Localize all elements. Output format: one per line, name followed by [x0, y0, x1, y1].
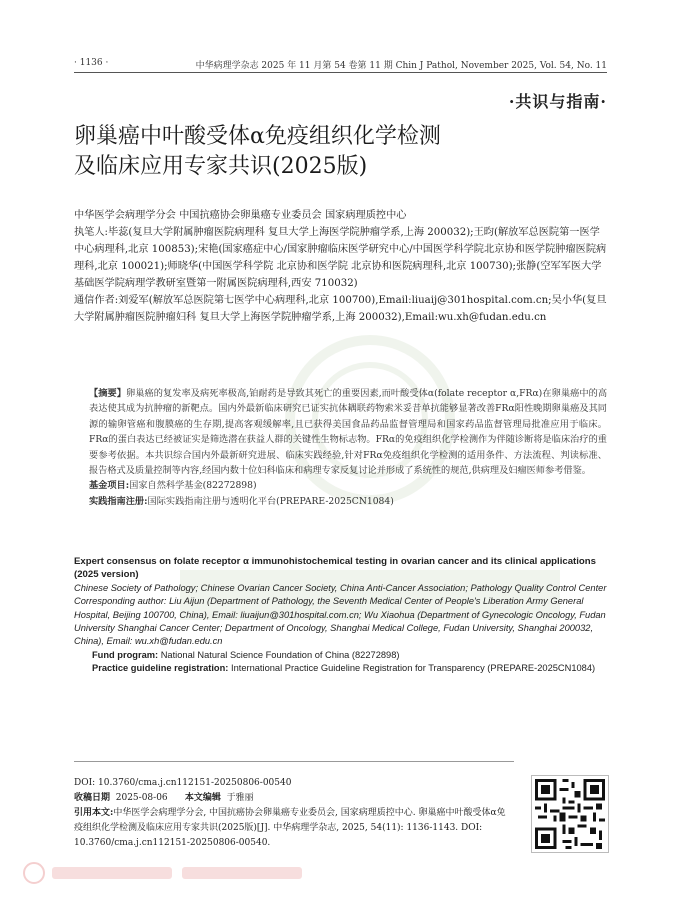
fund-text: 国家自然科学基金(82272898) — [129, 480, 257, 492]
qr-code-icon[interactable] — [531, 775, 609, 853]
footer-info — [74, 776, 514, 851]
abstract-text: 卵巢癌的复发率及病死率极高,铂耐药是导致其死亡的重要因素,而叶酸受体α(folate receptor α,FRα)在卵巢癌中的高表达使其成为抗肿瘤的新靶点。国内外最新临床研究已证实抗体耦联药物索米妥昔单抗能够显著改善FRα阳性晚期卵巢癌及其同源的输卵管癌和腹膜癌的生存期,提高客观缓解率,且已获得美国食品药品监督管理局和国家药品监督管理局批准应用于临床。FRα的蛋白表达已经被证实是筛选潜在获益人群的关键性生物标志物。FRα的免疫组织化学检测作为伴随诊断将是临床治疗的重要参考依据。本共识综合国内外最新研究进展、临床实践经验,针对FRα免疫组织化学检测的适用条件、方法流程、判读标准、报告格式及质量控制等内容,经国内数十位妇科临床和病理专家反复讨论并形成了系统性的规范,供病理及妇瘤医师参考借鉴。 — [89, 388, 608, 477]
header-rule — [74, 72, 607, 73]
citation-label: 引用本文: — [74, 808, 114, 818]
doi-line: DOI: 10.3760/cma.j.cn112151-20250806-00540 — [74, 778, 292, 788]
author-block — [74, 207, 607, 326]
received-date: 2025-08-06 — [115, 793, 168, 803]
english-registration-text: International Practice Guideline Registration for Transparency (PREPARE-2025CN1084) — [230, 663, 596, 674]
journal-header: 中华病理学杂志 2025 年 11 月第 54 卷第 11 期 Chin J Pathol, November 2025, Vol. 54, No. 11 — [195, 61, 607, 71]
organizations: 中华医学会病理学分会 中国抗癌协会卵巢癌专业委员会 国家病理质控中心 — [74, 210, 407, 221]
correspondence: 通信作者:刘爱军(解放军总医院第七医学中心病理科,北京 100700),Email:liuaij@301hospital.com.cn;吴小华(复旦大学附属肿瘤医院肿瘤妇科 复旦大学上海医学院肿瘤学系,上海 200032),Email:wu.xh@fudan.edu.cn — [74, 295, 607, 323]
citation-text: 中华医学会病理学分会, 中国抗癌协会卵巢癌专业委员会, 国家病理质控中心. 卵巢癌中叶酸受体α免疫组织化学检测及临床应用专家共识(2025版)[J]. 中华病理学杂志, 2025, 54(11): 1136-1143. DOI: 10.3760/cma.j.cn112151-20250806-00540. — [74, 808, 506, 848]
english-societies: Chinese Society of Pathology; Chinese Ovarian Cancer Society, China Anti-Cancer Association; Pathology Quality Control Center — [74, 582, 607, 593]
title-line-1: 卵巢癌中叶酸受体α免疫组织化学检测 — [74, 124, 441, 149]
editor-label: 本文编辑 — [184, 793, 221, 803]
received-label: 收稿日期 — [74, 793, 111, 803]
chinese-abstract — [89, 386, 607, 509]
english-registration-label: Practice guideline registration: — [92, 663, 229, 674]
registration-label: 实践指南注册: — [89, 495, 148, 507]
abstract-label: 【摘要】 — [89, 388, 126, 399]
registration-text: 国际实践指南注册与透明化平台(PREPARE-2025CN1084) — [147, 495, 394, 507]
seal-watermark-icon — [22, 860, 312, 886]
writers: 执笔人:毕蕊(复旦大学附属肿瘤医院病理科 复旦大学上海医学院肿瘤学系,上海 200032);王昀(解放军总医院第一医学中心病理科,北京 100853);宋艳(国家癌症中心/国家肿瘤临床医学研究中心/中国医学科学院北京协和医学院肿瘤医院病理科,北京 100021);师晓华(中国医学科学院 北京协和医学院 北京协和医院病理科,北京 100730);张静(空军军医大学基础医学院病理学教研室暨第一附属医院病理科,西安 710032) — [74, 227, 607, 289]
fund-label: 基金项目: — [89, 480, 130, 492]
section-tag: ·共识与指南· — [508, 92, 607, 111]
title-line-2: 及临床应用专家共识(2025版) — [74, 154, 368, 179]
english-title: Expert consensus on folate receptor α immunohistochemical testing in ovarian cancer and its clinical applications (2025 version) — [74, 556, 596, 581]
english-fund-text: National Natural Science Foundation of China (82272898) — [160, 649, 400, 660]
page-number: · 1136 · — [74, 58, 109, 68]
english-corresponding: Corresponding author: Liu Aijun (Department of Pathology, the Seventh Medical Center of People's Liberation Army General Hospital, Beijing 100700, China), Email: liuaijun@301hospital.com.cn; Wu Xiaohua (Department of Gynecologic Oncology, Fudan University Shanghai Cancer Center; Department of Oncology, Shanghai Medical College, Fudan University, Shanghai 200032, China), Email: wu.xh@fudan.edu.cn — [74, 596, 606, 647]
english-fund-label: Fund program: — [92, 649, 159, 660]
footer-rule — [74, 761, 514, 762]
editor-name: 于雅丽 — [226, 793, 254, 803]
english-abstract — [74, 555, 607, 676]
article-title — [74, 122, 614, 182]
